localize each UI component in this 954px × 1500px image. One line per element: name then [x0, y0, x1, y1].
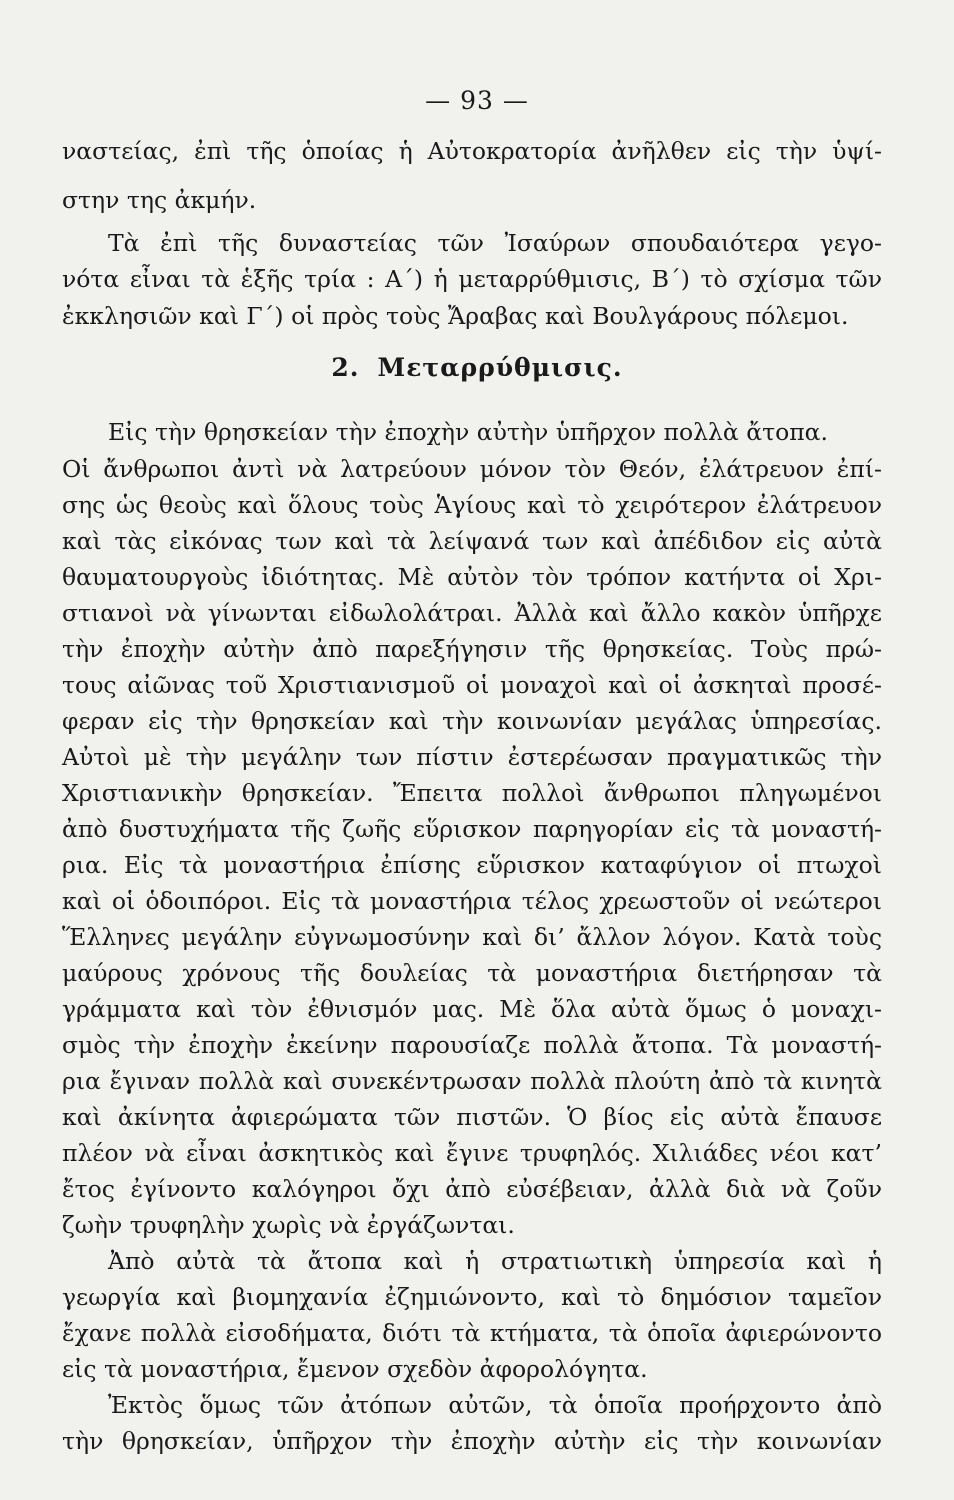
text-line: σμὸς τὴν ἐποχὴν ἐκείνην παρουσίαζε πολλὰ ἄτοπα. Τὰ μοναστή- [62, 1031, 882, 1059]
text-line: φεραν εἰς τὴν θρησκείαν καὶ τὴν κοινωνίαν μεγάλας ὑπηρεσίας. [62, 707, 882, 735]
text-line: ρια. Εἰς τὰ μοναστήρια ἐπίσης εὕρισκον καταφύγιον οἱ πτωχοὶ [62, 851, 882, 879]
text-line: καὶ οἱ ὁδοιπόροι. Εἰς τὰ μοναστήρια τέλος χρεωστοῦν οἱ νεώτεροι [62, 887, 882, 915]
text-line: Ἀπὸ αὐτὰ τὰ ἄτοπα καὶ ἡ στρατιωτικὴ ὑπηρεσία καὶ ἡ [108, 1247, 882, 1275]
text-line: Ἕλληνες μεγάλην εὐγνωμοσύνην καὶ δι’ ἄλλον λόγον. Κατὰ τοὺς [62, 923, 882, 951]
text-line: Ἐκτὸς ὅμως τῶν ἀτόπων αὐτῶν, τὰ ὁποῖα προήρχοντο ἀπὸ [108, 1391, 882, 1419]
text-line: Τὰ ἐπὶ τῆς δυναστείας τῶν Ἰσαύρων σπουδαιότερα γεγο- [108, 229, 882, 257]
text-line: ναστείας, ἐπὶ τῆς ὁποίας ἡ Αὐτοκρατορία ἀνῆλθεν εἰς τὴν ὑψί- [62, 137, 882, 165]
text-line: στην της ἀκμήν. [62, 186, 257, 214]
text-line: νότα εἶναι τὰ ἑξῆς τρία : Α΄) ἡ μεταρρύθμισις, Β΄) τὸ σχίσμα τῶν [62, 265, 882, 293]
page-number: — 93 — [425, 86, 529, 115]
text-line: τὴν θρησκείαν, ὑπῆρχον τὴν ἐποχὴν αὐτὴν εἰς τὴν κοινωνίαν [62, 1427, 882, 1455]
text-line: μαύρους χρόνους τῆς δουλείας τὰ μοναστήρια διετήρησαν τὰ [62, 959, 882, 987]
text-line: γεωργία καὶ βιομηχανία ἐζημιώνοντο, καὶ τὸ δημόσιον ταμεῖον [62, 1283, 882, 1311]
text-line: καὶ ἀκίνητα ἀφιερώματα τῶν πιστῶν. Ὁ βίος εἰς αὐτὰ ἔπαυσε [62, 1103, 882, 1131]
text-line: Οἱ ἄνθρωποι ἀντὶ νὰ λατρεύουν μόνον τὸν Θεόν, ἐλάτρευον ἐπί- [62, 455, 882, 483]
text-line: Αὐτοὶ μὲ τὴν μεγάλην των πίστιν ἐστερέωσαν πραγματικῶς τὴν [62, 743, 882, 771]
section-title: Μεταρρύθμισις. [377, 353, 623, 382]
text-line: ζωὴν τρυφηλὴν χωρὶς νὰ ἐργάζωνται. [62, 1211, 515, 1239]
text-line: θαυματουργοὺς ἰδιότητας. Μὲ αὐτὸν τὸν τρόπον κατήντα οἱ Χρι- [62, 563, 882, 591]
text-line: Εἰς τὴν θρησκείαν τὴν ἐποχὴν αὐτὴν ὑπῆρχον πολλὰ ἄτοπα. [108, 418, 829, 446]
text-line: πλέον νὰ εἶναι ἀσκητικὸς καὶ ἔγινε τρυφηλός. Χιλιάδες νέοι κατ’ [62, 1139, 882, 1167]
section-number: 2. [331, 353, 360, 382]
section-heading [0, 353, 954, 382]
text-line: στιανοὶ νὰ γίνωνται εἰδωλολάτραι. Ἀλλὰ καὶ ἄλλο κακὸν ὑπῆρχε [62, 599, 882, 627]
text-line: τὴν ἐποχὴν αὐτὴν ἀπὸ παρεξήγησιν τῆς θρησκείας. Τοὺς πρώ- [62, 635, 882, 663]
text-line: ἔτος ἐγίνοντο καλόγηροι ὄχι ἀπὸ εὐσέβειαν, ἀλλὰ διὰ νὰ ζοῦν [62, 1175, 882, 1203]
text-line: γράμματα καὶ τὸν ἐθνισμόν μας. Μὲ ὅλα αὐτὰ ὅμως ὁ μοναχι- [62, 995, 882, 1023]
text-line: ἔχανε πολλὰ εἰσοδήματα, διότι τὰ κτήματα, τὰ ὁποῖα ἀφιερώνοντο [62, 1319, 882, 1347]
text-line: Χριστιανικὴν θρησκείαν. Ἔπειτα πολλοὶ ἄνθρωποι πληγωμένοι [62, 779, 882, 807]
text-line: καὶ τὰς εἰκόνας των καὶ τὰ λείψανά των καὶ ἀπέδιδον εἰς αὐτὰ [62, 527, 882, 555]
text-line: τους αἰῶνας τοῦ Χριστιανισμοῦ οἱ μοναχοὶ καὶ οἱ ἀσκηταὶ προσέ- [62, 671, 882, 699]
text-line: εἰς τὰ μοναστήρια, ἔμενον σχεδὸν ἀφορολόγητα. [62, 1355, 648, 1383]
text-line: ρια ἔγιναν πολλὰ καὶ συνεκέντρωσαν πολλὰ πλούτη ἀπὸ τὰ κινητὰ [62, 1067, 882, 1095]
text-line: ἐκκλησιῶν καὶ Γ΄) οἱ πρὸς τοὺς Ἄραβας καὶ Βουλγάρους πόλεμοι. [62, 302, 849, 330]
text-line: ἀπὸ δυστυχήματα τῆς ζωῆς εὕρισκον παρηγορίαν εἰς τὰ μοναστή- [62, 815, 882, 843]
text-line: σης ὡς θεοὺς καὶ ὅλους τοὺς Ἁγίους καὶ τὸ χειρότερον ἐλάτρευον [62, 491, 882, 519]
